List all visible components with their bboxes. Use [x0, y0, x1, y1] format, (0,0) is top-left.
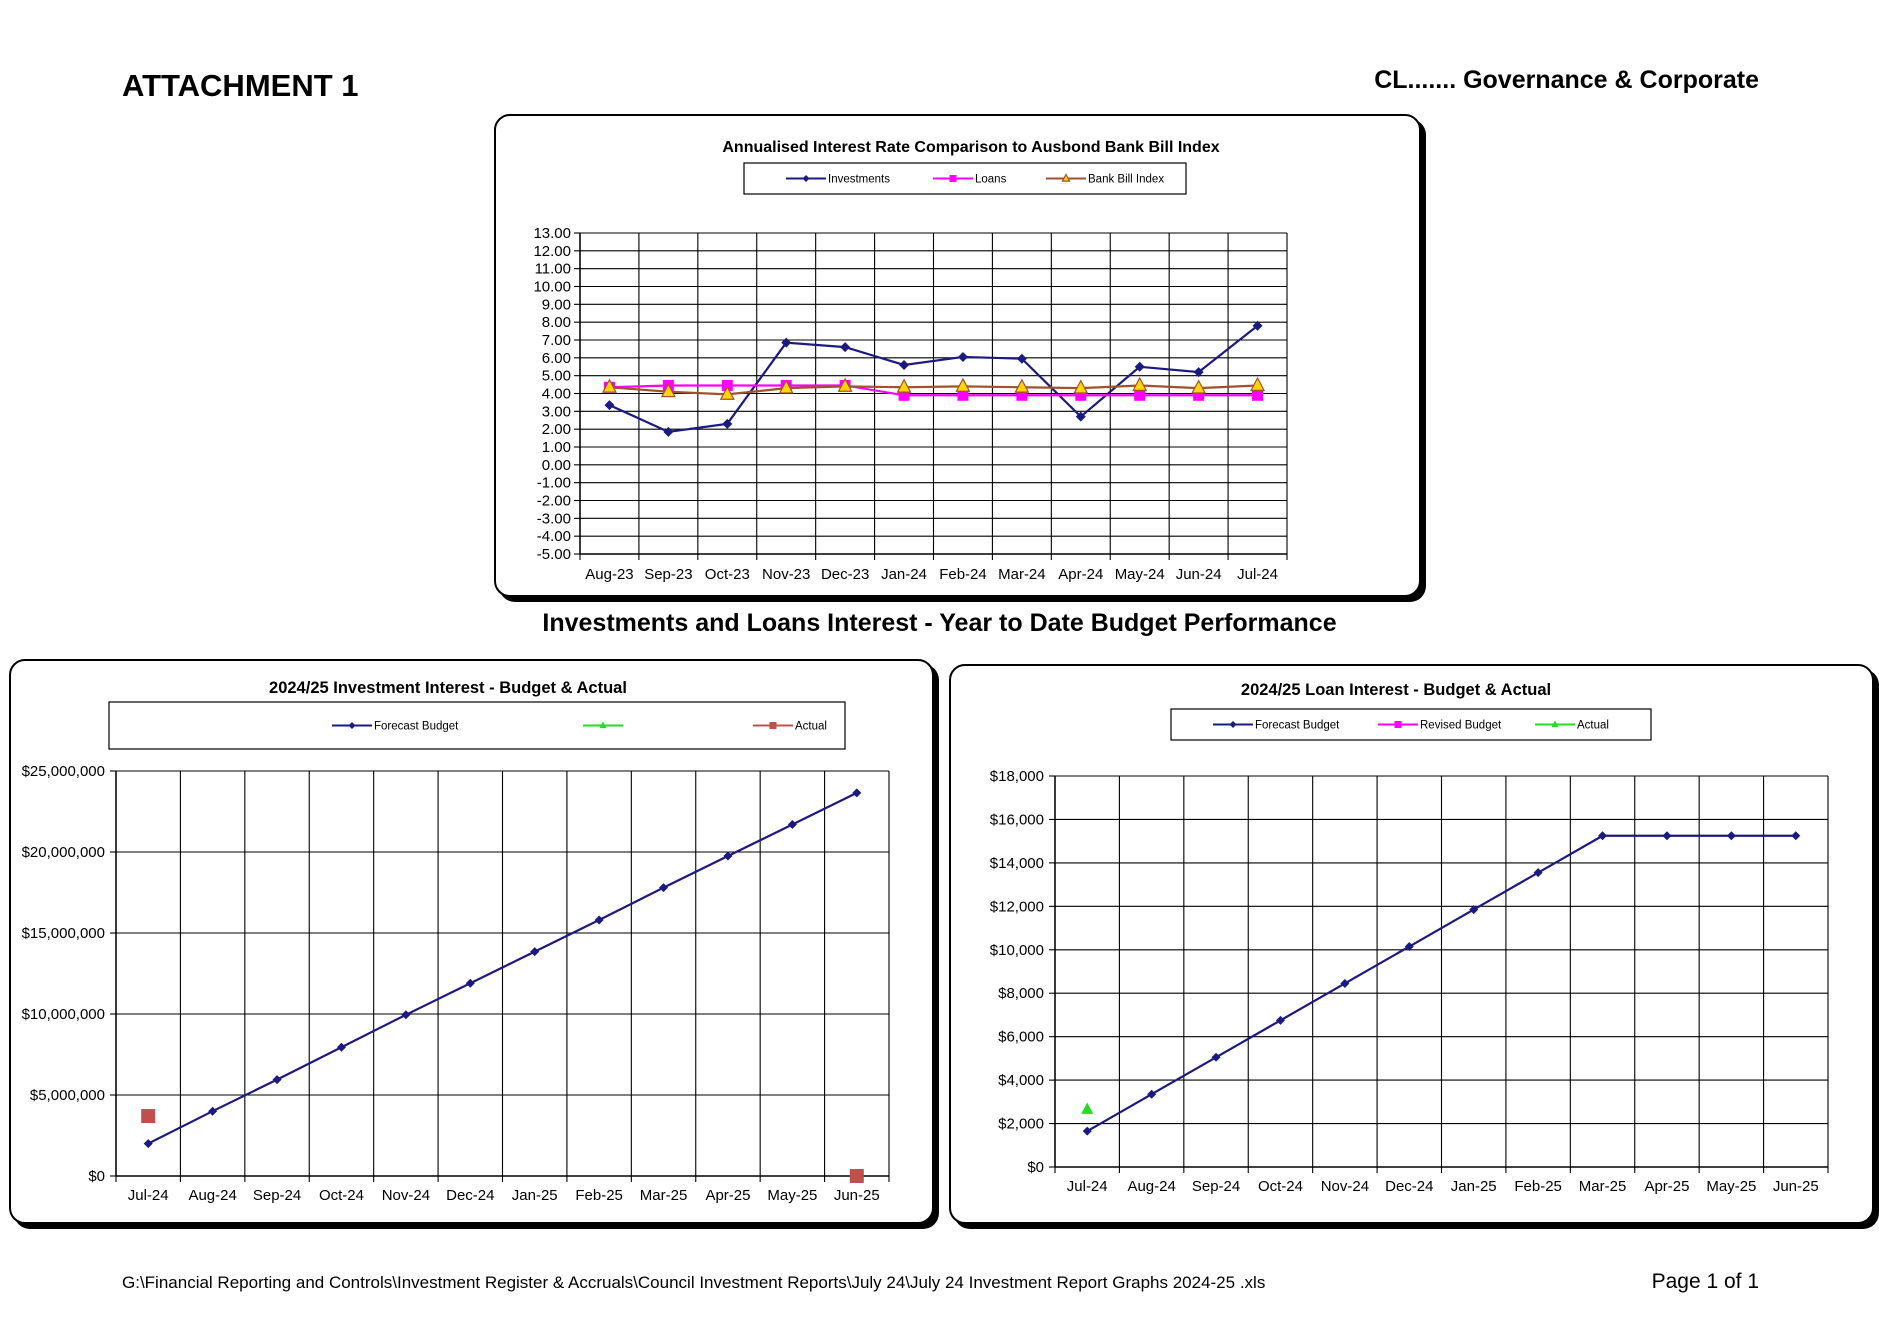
chart-legend	[744, 163, 1186, 194]
y-tick-label: 9.00	[541, 296, 571, 314]
y-tick-label: 10.00	[533, 278, 571, 296]
data-point	[273, 1075, 282, 1084]
y-tick-label: 7.00	[541, 332, 571, 349]
data-point	[663, 427, 673, 437]
data-point	[1133, 378, 1146, 390]
section-title: Investments and Loans Interest - Year to Date Budget Performance	[542, 609, 1337, 637]
chart-title: Annualised Interest Rate Comparison to Ausbond Bank Bill Index	[722, 139, 1220, 156]
data-point	[788, 820, 797, 829]
x-tick-label: Jul-24	[127, 1187, 169, 1204]
investment-chart	[11, 661, 932, 1222]
x-tick-label: Feb-24	[939, 566, 987, 583]
data-point	[466, 979, 475, 988]
data-point	[530, 947, 539, 956]
y-tick-label: 12.00	[533, 242, 571, 260]
x-tick-label: Jan-25	[1450, 1178, 1497, 1195]
loan-chart	[951, 666, 1872, 1222]
rate-chart-panel	[494, 114, 1421, 597]
y-tick-label: 0.00	[541, 456, 571, 474]
file-path: G:\Financial Reporting and Controls\Investment Register & Accruals\Council Investment Reports\July 24\July 24 Investment Report Graphs 2024-25 .xls	[122, 1273, 1266, 1292]
x-tick-labels	[128, 1187, 880, 1204]
data-point	[898, 380, 911, 392]
x-tick-label: Mar-25	[1578, 1178, 1627, 1195]
data-point	[1598, 831, 1607, 840]
x-tick-label: Mar-25	[639, 1187, 688, 1204]
y-tick-label: 1.00	[541, 439, 571, 456]
x-tick-label: May-25	[1706, 1178, 1757, 1195]
y-tick-label: $25,000,000	[21, 763, 105, 780]
legend-label: Forecast Budget	[374, 720, 459, 733]
data-point	[141, 1109, 155, 1123]
data-point	[1252, 390, 1263, 401]
x-tick-label: Jun-24	[1175, 566, 1222, 583]
y-tick-label: $16,000	[989, 811, 1044, 829]
y-tick-labels	[533, 225, 571, 563]
data-point	[1534, 868, 1543, 877]
data-point	[1276, 1016, 1285, 1025]
data-point	[850, 1169, 864, 1183]
x-tick-label: Apr-25	[705, 1187, 751, 1204]
x-tick-label: May-24	[1114, 566, 1165, 583]
x-tick-label: Jan-25	[511, 1187, 558, 1204]
x-tick-label: Aug-24	[188, 1187, 237, 1204]
data-point	[144, 1139, 153, 1148]
y-tick-label: 4.00	[541, 385, 571, 403]
data-point	[1081, 1103, 1093, 1114]
x-tick-label: Oct-23	[704, 566, 750, 583]
investment-chart-panel	[9, 659, 934, 1224]
y-tick-label: $12,000	[989, 898, 1044, 916]
data-point	[595, 916, 604, 925]
data-point	[1015, 380, 1028, 392]
loan-chart-panel	[949, 664, 1874, 1224]
x-tick-label: Dec-23	[820, 566, 870, 583]
chart-title: 2024/25 Loan Interest - Budget & Actual	[1240, 681, 1552, 699]
y-tick-labels	[22, 763, 105, 1185]
data-point	[1791, 831, 1800, 840]
y-tick-label: 6.00	[541, 349, 571, 367]
data-point	[604, 400, 614, 410]
grid	[574, 233, 1287, 560]
x-tick-label: Sep-24	[252, 1187, 302, 1204]
x-tick-label: Dec-24	[1385, 1178, 1434, 1195]
data-point	[956, 379, 969, 391]
x-tick-labels	[1067, 1178, 1819, 1195]
x-tick-label: Aug-23	[585, 566, 634, 583]
y-tick-label: $14,000	[989, 854, 1044, 872]
x-tick-label: Nov-24	[381, 1187, 431, 1204]
x-tick-label: Jul-24	[1237, 566, 1278, 583]
data-point	[208, 1107, 217, 1116]
x-tick-label: Nov-23	[762, 566, 811, 583]
y-tick-label: 13.00	[533, 225, 571, 242]
legend-marker	[950, 175, 957, 182]
data-point	[840, 342, 850, 352]
y-tick-label: -5.00	[536, 546, 571, 563]
data-point	[1251, 378, 1264, 390]
x-tick-label: Dec-24	[446, 1187, 495, 1204]
data-point	[899, 360, 909, 370]
attachment-heading: ATTACHMENT 1	[122, 68, 359, 103]
x-tick-label: Jan-24	[881, 566, 927, 583]
y-tick-label: $5,000,000	[29, 1087, 105, 1104]
x-tick-label: Jun-25	[833, 1187, 880, 1204]
legend-label: Revised Budget	[1420, 719, 1502, 732]
y-tick-label: $0	[1027, 1159, 1044, 1176]
x-tick-labels	[585, 566, 1278, 583]
x-tick-label: Sep-24	[1191, 1178, 1241, 1195]
data-point	[1662, 831, 1671, 840]
y-tick-label: $0	[88, 1168, 105, 1185]
y-tick-label: -1.00	[536, 474, 571, 492]
series-actual	[1081, 1103, 1093, 1114]
y-tick-label: $10,000,000	[21, 1006, 105, 1023]
x-tick-label: May-25	[767, 1187, 818, 1204]
legend-label: Investments	[828, 173, 890, 186]
y-tick-label: 5.00	[541, 367, 571, 385]
legend-label: Actual	[1577, 719, 1609, 732]
y-tick-label: $2,000	[998, 1115, 1044, 1133]
x-tick-label: Oct-24	[318, 1187, 364, 1204]
legend-label: Bank Bill Index	[1088, 173, 1165, 186]
y-tick-labels	[990, 768, 1044, 1176]
y-tick-label: -3.00	[536, 510, 571, 528]
x-tick-label: Feb-25	[1514, 1178, 1562, 1195]
y-tick-label: $18,000	[989, 768, 1044, 785]
chart-title: 2024/25 Investment Interest - Budget & Actual	[269, 679, 627, 697]
grid	[110, 771, 889, 1182]
data-point	[1134, 390, 1145, 401]
data-point	[723, 852, 732, 861]
x-tick-label: Nov-24	[1320, 1178, 1370, 1195]
x-tick-label: Apr-24	[1058, 566, 1104, 583]
y-tick-label: -2.00	[536, 492, 571, 510]
y-tick-label: $15,000,000	[21, 925, 105, 942]
y-tick-label: 11.00	[534, 260, 571, 278]
legend-marker	[770, 722, 777, 729]
department-heading: CL....... Governance & Corporate	[1374, 66, 1759, 94]
legend-marker	[1395, 721, 1402, 728]
data-point	[1340, 979, 1349, 988]
y-tick-label: $4,000	[998, 1072, 1044, 1090]
data-point	[1212, 1053, 1221, 1062]
x-tick-label: Sep-23	[644, 566, 693, 583]
legend-label: Forecast Budget	[1255, 719, 1340, 732]
y-tick-label: 8.00	[541, 314, 571, 332]
data-point	[1147, 1090, 1156, 1099]
data-point	[1727, 831, 1736, 840]
x-tick-label: Oct-24	[1257, 1178, 1303, 1195]
data-point	[337, 1043, 346, 1052]
y-tick-label: -4.00	[536, 528, 571, 546]
y-tick-label: 3.00	[541, 403, 571, 421]
x-tick-label: Jun-25	[1772, 1178, 1819, 1195]
chart-legend	[1171, 709, 1651, 740]
y-tick-label: $8,000	[998, 985, 1044, 1003]
data-point	[1083, 1127, 1092, 1136]
x-tick-label: Mar-24	[998, 566, 1046, 583]
x-tick-label: Apr-25	[1644, 1178, 1690, 1195]
page-number: Page 1 of 1	[1651, 1270, 1759, 1293]
y-tick-label: 2.00	[541, 421, 571, 439]
y-tick-label: $6,000	[998, 1028, 1044, 1046]
data-point	[659, 883, 668, 892]
rate-chart	[496, 116, 1419, 595]
y-tick-label: $10,000	[989, 941, 1044, 959]
chart-legend	[109, 702, 845, 749]
legend-box	[109, 702, 845, 749]
data-point	[401, 1010, 410, 1019]
y-tick-label: $20,000,000	[21, 844, 105, 861]
legend-label: Loans	[975, 173, 1007, 186]
x-tick-label: Aug-24	[1127, 1178, 1176, 1195]
data-point	[852, 788, 861, 797]
x-tick-label: Jul-24	[1066, 1178, 1108, 1195]
x-tick-label: Feb-25	[575, 1187, 623, 1204]
legend-label: Actual	[795, 720, 827, 733]
data-point	[958, 352, 968, 362]
